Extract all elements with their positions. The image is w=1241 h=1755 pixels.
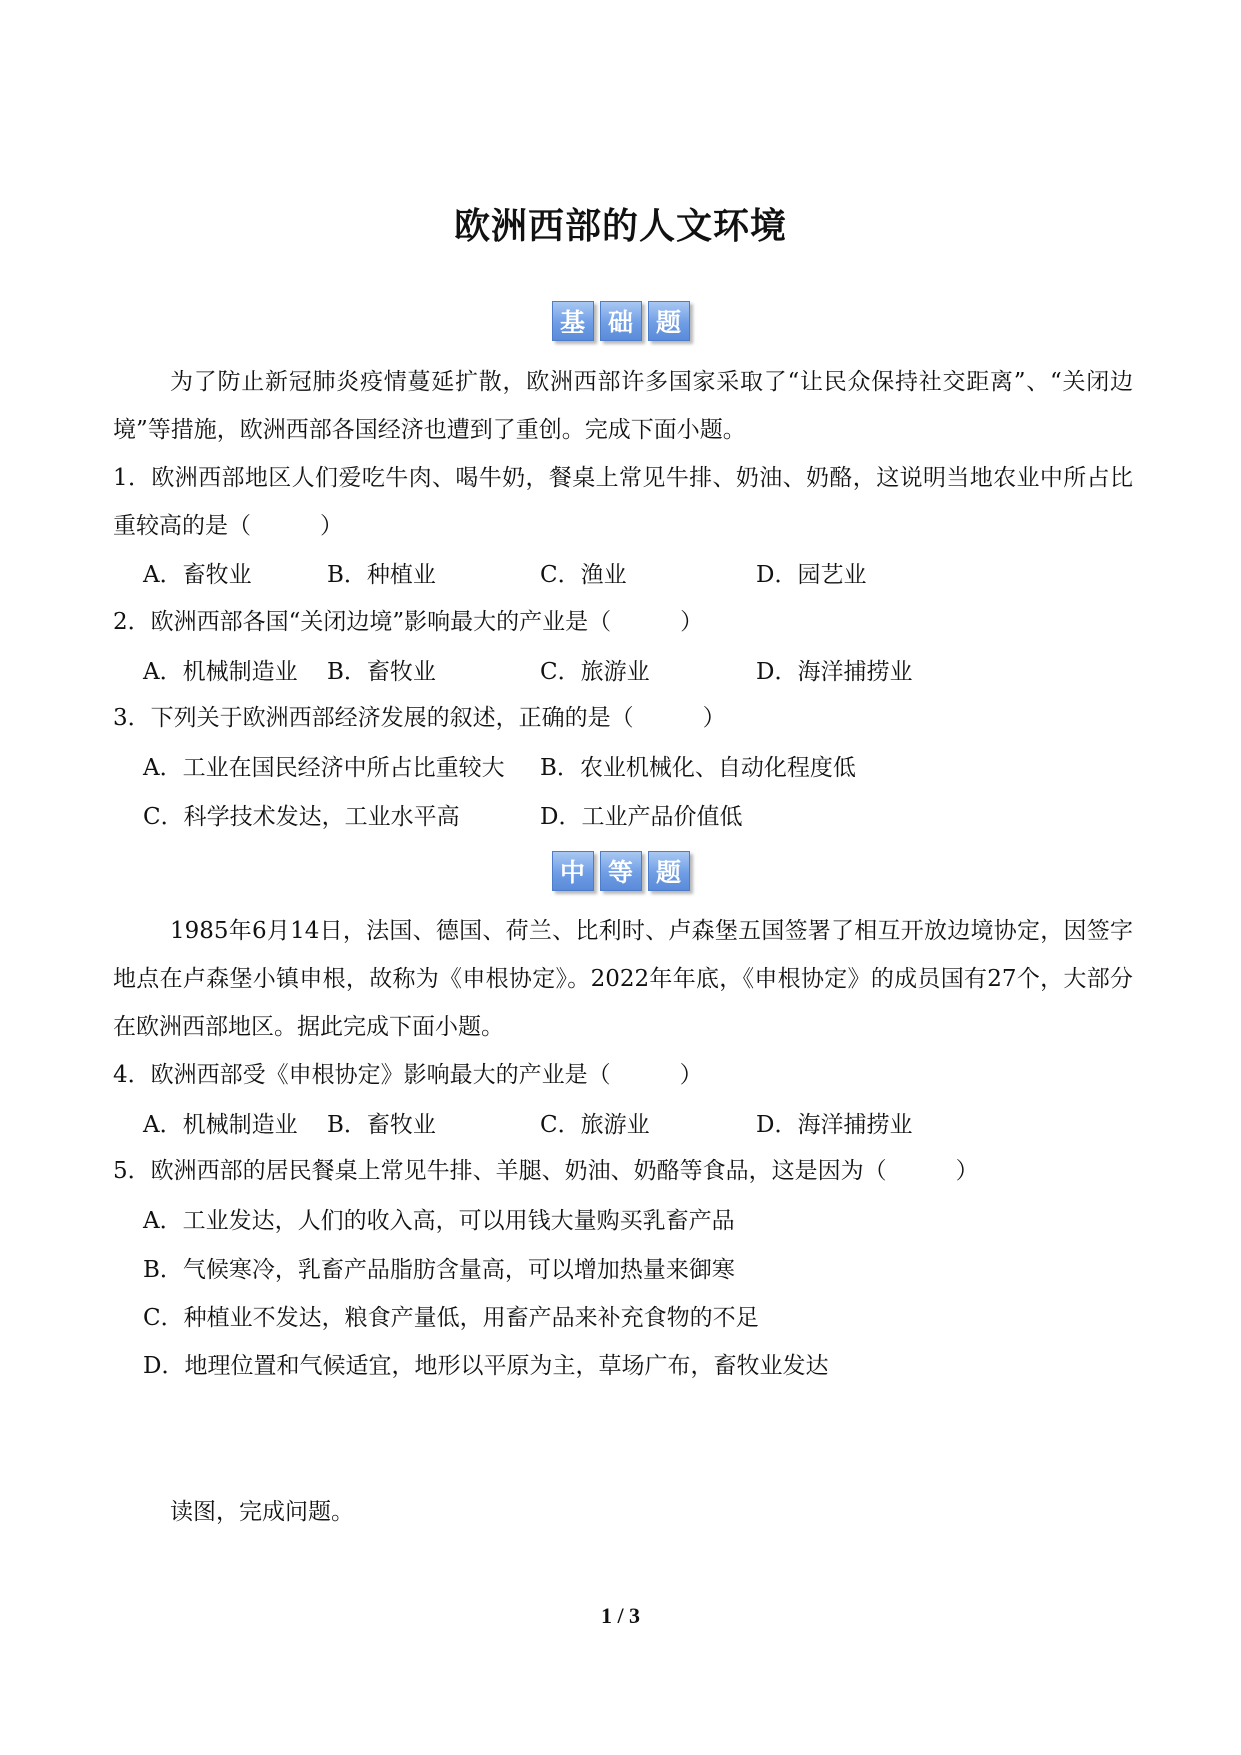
section-char: 题 [648, 301, 690, 341]
q1-option-a: A．畜牧业 [143, 562, 252, 588]
q2-option-b: B．畜牧业 [327, 659, 436, 685]
q3-option-c: C．科学技术发达，工业水平高 [143, 804, 460, 830]
page-number: 1 / 3 [600, 1603, 641, 1628]
q5-option-b: B．气候寒冷，乳畜产品脂肪含量高，可以增加热量来御寒 [143, 1257, 735, 1283]
intro-paragraph-1: 为了防止新冠肺炎疫情蔓延扩散，欧洲西部许多国家采取了“让民众保持社交距离”、“关闭边境”等措施，欧洲西部各国经济也遭到了重创。完成下面小题。 [113, 369, 1133, 443]
q5-option-c: C．种植业不发达，粮食产量低，用畜产品来补充食物的不足 [143, 1305, 759, 1331]
section-char: 基 [552, 301, 594, 341]
question-3-stem: 3．下列关于欧洲西部经济发展的叙述，正确的是（ ） [113, 705, 726, 731]
q3-option-b: B．农业机械化、自动化程度低 [540, 755, 856, 781]
section-badge-basic [0, 301, 1241, 341]
q4-option-a: A．机械制造业 [143, 1112, 298, 1138]
question-4-stem: 4．欧洲西部受《申根协定》影响最大的产业是（ ） [113, 1062, 703, 1088]
section-badge-medium [0, 851, 1241, 891]
q4-option-c: C．旅游业 [540, 1112, 650, 1138]
page-title: 欧洲西部的人文环境 [453, 206, 787, 247]
section-char: 等 [600, 851, 642, 891]
q2-option-d: D．海洋捕捞业 [756, 659, 913, 685]
read-figure-prompt: 读图，完成问题。 [170, 1499, 354, 1525]
q1-option-d: D．园艺业 [756, 562, 867, 588]
q1-option-b: B．种植业 [327, 562, 436, 588]
q2-option-c: C．旅游业 [540, 659, 650, 685]
section-char: 题 [648, 851, 690, 891]
q4-option-d: D．海洋捕捞业 [756, 1112, 913, 1138]
question-1-stem: 1．欧洲西部地区人们爱吃牛肉、喝牛奶，餐桌上常见牛排、奶油、奶酪，这说明当地农业中所占比重较高的是（ ） [113, 465, 1133, 539]
question-5-stem: 5．欧洲西部的居民餐桌上常见牛排、羊腿、奶油、奶酪等食品，这是因为（ ） [113, 1158, 979, 1184]
section-char: 础 [600, 301, 642, 341]
q1-option-c: C．渔业 [540, 562, 627, 588]
q3-option-a: A．工业在国民经济中所占比重较大 [143, 755, 505, 781]
q5-option-a: A．工业发达，人们的收入高，可以用钱大量购买乳畜产品 [143, 1208, 735, 1234]
q2-option-a: A．机械制造业 [143, 659, 298, 685]
question-2-stem: 2．欧洲西部各国“关闭边境”影响最大的产业是（ ） [113, 609, 704, 635]
q5-option-d: D．地理位置和气候适宜，地形以平原为主，草场广布，畜牧业发达 [143, 1353, 829, 1379]
section-char: 中 [552, 851, 594, 891]
intro-paragraph-2: 1985年6月14日，法国、德国、荷兰、比利时、卢森堡五国签署了相互开放边境协定，因签字地点在卢森堡小镇申根，故称为《申根协定》。2022年年底，《申根协定》的成员国有27个，大部分在欧洲西部地区。据此完成下面小题。 [113, 918, 1133, 1040]
q4-option-b: B．畜牧业 [327, 1112, 436, 1138]
q3-option-d: D．工业产品价值低 [540, 804, 743, 830]
